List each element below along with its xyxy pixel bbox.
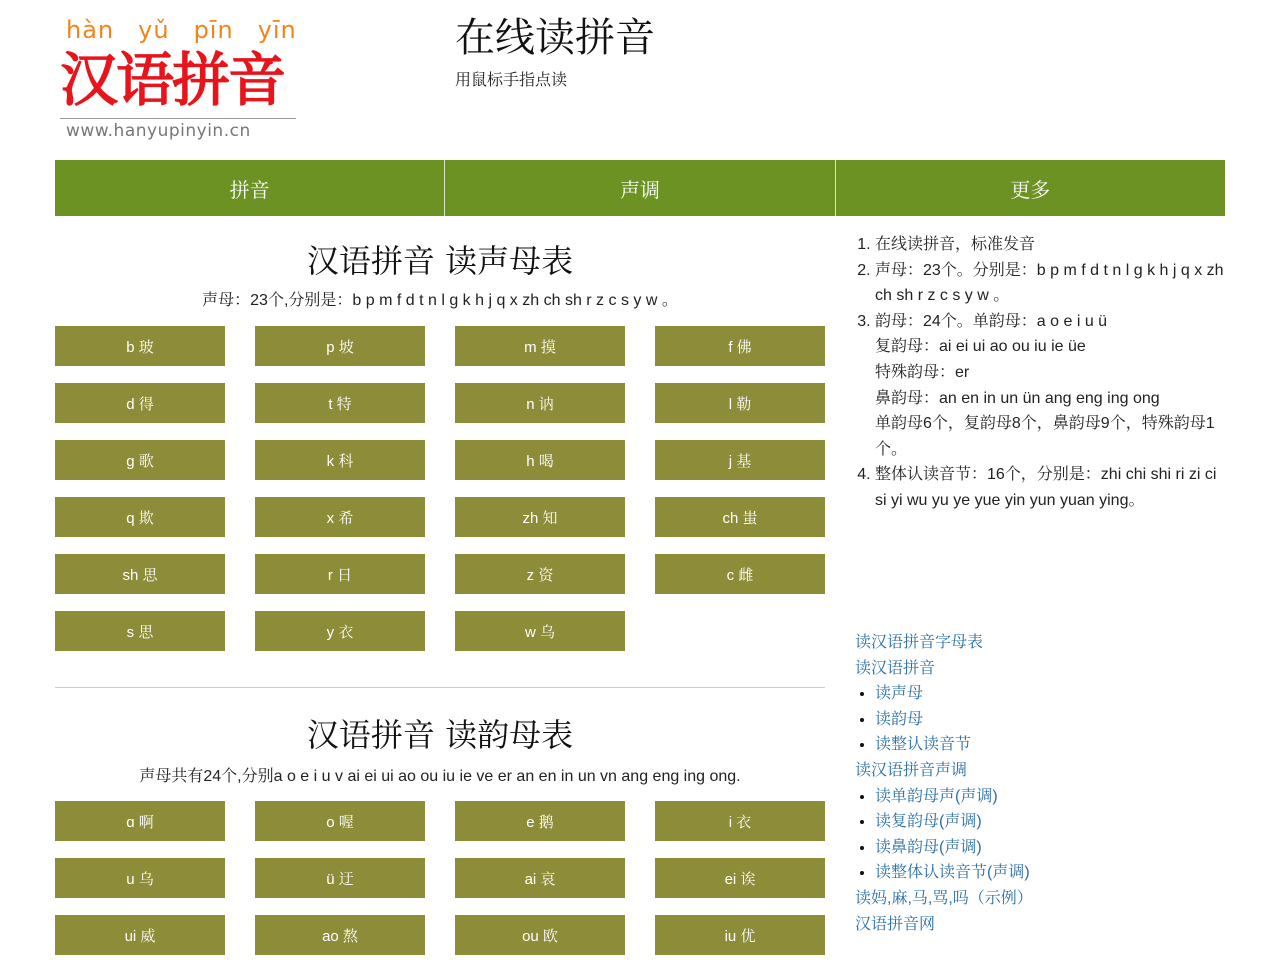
info-text: 复韵母：ai ei ui ao ou iu ie üe	[875, 338, 1086, 356]
info-text: 在线读拼音，标准发音	[875, 236, 1036, 253]
initial-button-b[interactable]: b 玻	[55, 326, 225, 366]
sidebar-links	[855, 630, 1227, 937]
info-list	[855, 232, 1227, 514]
final-button-u[interactable]: u 乌	[55, 858, 225, 898]
logo-chars: 汉语拼音	[60, 46, 285, 114]
link-whole-syllables[interactable]: 读整认读音节	[875, 736, 972, 754]
list-item	[875, 809, 1227, 835]
page-title: 在线读拼音	[455, 15, 655, 61]
initial-button-k[interactable]: k 科	[255, 440, 425, 480]
initial-button-l[interactable]: l 勒	[655, 383, 825, 423]
link-compound-finals-tones[interactable]: 读复韵母(声调)	[875, 813, 982, 831]
link-tones[interactable]: 读汉语拼音声调	[855, 761, 968, 779]
initial-button-x[interactable]: x 希	[255, 497, 425, 537]
link-simple-finals-tones[interactable]: 读单韵母声(声调)	[875, 787, 998, 805]
section-divider	[55, 687, 825, 688]
info-text: 鼻韵母：an en in un ün ang eng ing ong	[875, 389, 1160, 407]
initial-button-sh[interactable]: sh 思	[55, 554, 225, 594]
final-button-ai[interactable]: ai 哀	[455, 858, 625, 898]
initials-section-title: 汉语拼音 读声母表	[306, 242, 574, 280]
info-text: 声母：23个。分别是：b p m f d t n l g k h j q x zh ch sh r z c s y w 。	[875, 261, 1224, 305]
initial-button-q[interactable]: q 欺	[55, 497, 225, 537]
info-item	[875, 232, 1227, 258]
nav-item-tones[interactable]: 声调	[445, 160, 835, 216]
initial-button-n[interactable]: n 讷	[455, 383, 625, 423]
final-button-ou[interactable]: ou 欧	[455, 915, 625, 955]
final-button-iu[interactable]: iu 优	[655, 915, 825, 955]
initial-button-f[interactable]: f 佛	[655, 326, 825, 366]
link-whole-syllables-tones[interactable]: 读整体认读音节(声调)	[875, 864, 1030, 882]
link-site[interactable]: 汉语拼音网	[855, 915, 936, 933]
info-item	[875, 309, 1227, 463]
initial-button-y[interactable]: y 衣	[255, 611, 425, 651]
logo-pinyin-4: yīn	[257, 16, 297, 44]
initial-button-j[interactable]: j 基	[655, 440, 825, 480]
info-text: 特殊韵母：er	[875, 363, 970, 381]
initial-button-t[interactable]: t 特	[255, 383, 425, 423]
list-item	[875, 707, 1227, 733]
final-button-i[interactable]: i 衣	[655, 801, 825, 841]
nav-item-pinyin[interactable]: 拼音	[55, 160, 445, 216]
finals-section-desc: 声母共有24个,分别a o e i u v ai ei ui ao ou iu ie ve er an en in un vn ang eng ing ong.	[139, 768, 741, 785]
link-initials[interactable]: 读声母	[875, 685, 924, 703]
info-text: 韵母：24个。单韵母：a o e i u ü	[875, 312, 1108, 330]
final-button-ei[interactable]: ei 诶	[655, 858, 825, 898]
list-item	[875, 784, 1227, 810]
initial-button-zh[interactable]: zh 知	[455, 497, 625, 537]
initials-section-desc: 声母：23个,分别是：b p m f d t n l g k h j q x zh ch sh r z c s y w 。	[202, 292, 678, 309]
initials-grid	[55, 326, 825, 651]
initial-button-h[interactable]: h 喝	[455, 440, 625, 480]
main-nav	[55, 160, 1225, 216]
logo-pinyin	[60, 16, 300, 44]
initial-button-r[interactable]: r 日	[255, 554, 425, 594]
list-item	[875, 835, 1227, 861]
nav-item-more[interactable]: 更多	[1010, 177, 1051, 202]
initial-button-p[interactable]: p 坡	[255, 326, 425, 366]
logo-rule	[60, 118, 296, 119]
read-pinyin-sublist	[855, 681, 1227, 758]
initial-button-c[interactable]: c 雌	[655, 554, 825, 594]
logo-url: www.hanyupinyin.cn	[66, 121, 251, 141]
info-text: 单韵母6个，复韵母8个，鼻韵母9个，特殊韵母1个。	[875, 415, 1215, 458]
list-item	[875, 860, 1227, 886]
info-item	[875, 258, 1227, 309]
finals-section-title: 汉语拼音 读韵母表	[306, 716, 574, 754]
tones-sublist	[855, 784, 1227, 886]
final-button-v[interactable]: ü 迂	[255, 858, 425, 898]
info-item	[875, 462, 1227, 513]
initial-button-d[interactable]: d 得	[55, 383, 225, 423]
sidebar-info	[855, 232, 1227, 514]
initial-button-z[interactable]: z 资	[455, 554, 625, 594]
logo-pinyin-1: hàn	[66, 16, 115, 44]
initial-button-ch[interactable]: ch 蚩	[655, 497, 825, 537]
list-item	[875, 681, 1227, 707]
final-button-e[interactable]: e 鹅	[455, 801, 625, 841]
final-button-ao[interactable]: ao 熬	[255, 915, 425, 955]
initial-button-s[interactable]: s 思	[55, 611, 225, 651]
link-nasal-finals-tones[interactable]: 读鼻韵母(声调)	[875, 838, 982, 856]
final-button-a[interactable]: ɑ 啊	[55, 801, 225, 841]
link-example[interactable]: 读妈,麻,马,骂,吗（示例）	[855, 889, 1033, 907]
page-subtitle: 用鼠标手指点读	[455, 70, 568, 89]
finals-grid	[55, 801, 825, 955]
info-text: 整体认读音节：16个，分别是：zhi chi shi ri zi ci si yi wu yu ye yue yin yun yuan ying。	[875, 466, 1217, 509]
final-button-o[interactable]: o 喔	[255, 801, 425, 841]
site-logo[interactable]	[60, 16, 300, 150]
logo-pinyin-2: yǔ	[138, 16, 170, 44]
logo-pinyin-3: pīn	[193, 16, 234, 44]
initial-button-g[interactable]: g 歌	[55, 440, 225, 480]
final-button-ui[interactable]: ui 威	[55, 915, 225, 955]
initial-button-w[interactable]: w 乌	[455, 611, 625, 651]
link-finals[interactable]: 读韵母	[875, 710, 924, 728]
link-letters[interactable]: 读汉语拼音字母表	[855, 634, 984, 651]
initial-button-m[interactable]: m 摸	[455, 326, 625, 366]
list-item	[875, 732, 1227, 758]
link-read-pinyin[interactable]: 读汉语拼音	[855, 659, 936, 677]
